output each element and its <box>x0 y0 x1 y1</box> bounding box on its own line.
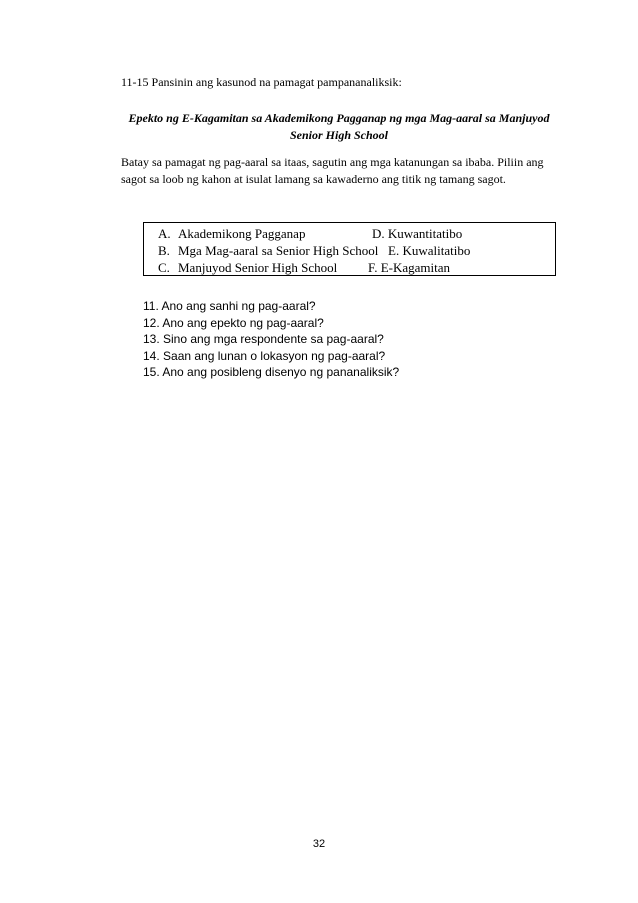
choice-b <box>158 242 378 259</box>
choice-a-letter: A. <box>158 226 171 241</box>
choice-c-letter: C. <box>158 260 170 275</box>
research-title-line-1: Epekto ng E-Kagamitan sa Akademikong Pagganap ng mga Mag-aaral sa Manjuyod <box>128 111 550 125</box>
question-11: 11. Ano ang sanhi ng pag-aaral? <box>143 299 316 313</box>
exercise-intro: 11-15 Pansinin ang kasunod na pamagat pampananaliksik: <box>121 75 402 89</box>
choice-e-text: Kuwalitatibo <box>402 243 471 258</box>
research-title-line-2: Senior High School <box>289 128 389 142</box>
choice-f-text: E-Kagamitan <box>380 260 451 275</box>
instructions <box>121 154 571 188</box>
choice-d <box>372 225 462 242</box>
question-list <box>143 298 399 381</box>
choice-c-text: Manjuyod Senior High School <box>178 260 338 275</box>
choice-b-letter: B. <box>158 243 170 258</box>
instructions-line-2: sagot sa loob ng kahon at isulat lamang sa kawaderno ang titik ng tamang sagot. <box>121 172 506 186</box>
choice-f-letter: F. <box>368 260 378 275</box>
choice-a-text: Akademikong Pagganap <box>178 226 306 241</box>
choice-a <box>158 225 305 242</box>
choice-d-letter: D. <box>372 226 385 241</box>
choice-b-text: Mga Mag-aaral sa Senior High School <box>178 243 379 258</box>
research-title <box>118 110 560 144</box>
question-14: 14. Saan ang lunan o lokasyon ng pag-aaral? <box>143 348 386 363</box>
choice-f <box>368 259 450 276</box>
question-12: 12. Ano ang epekto ng pag-aaral? <box>143 315 324 330</box>
choice-c <box>158 259 337 276</box>
choice-d-text: Kuwantitatibo <box>387 226 463 241</box>
choice-row-1 <box>144 225 555 242</box>
answer-choices-box <box>143 222 556 276</box>
page-number: 32 <box>312 838 326 850</box>
instructions-line-1: Batay sa pamagat ng pag-aaral sa itaas, sagutin ang mga katanungan sa ibaba. Piliin ang <box>121 155 544 169</box>
choice-row-2 <box>144 242 555 259</box>
question-15: 15. Ano ang posibleng disenyo ng pananaliksik? <box>143 365 400 379</box>
choice-e-letter: E. <box>388 243 400 258</box>
question-13: 13. Sino ang mga respondente sa pag-aaral? <box>143 332 384 346</box>
choice-e <box>388 242 470 259</box>
choice-row-3 <box>144 259 555 276</box>
